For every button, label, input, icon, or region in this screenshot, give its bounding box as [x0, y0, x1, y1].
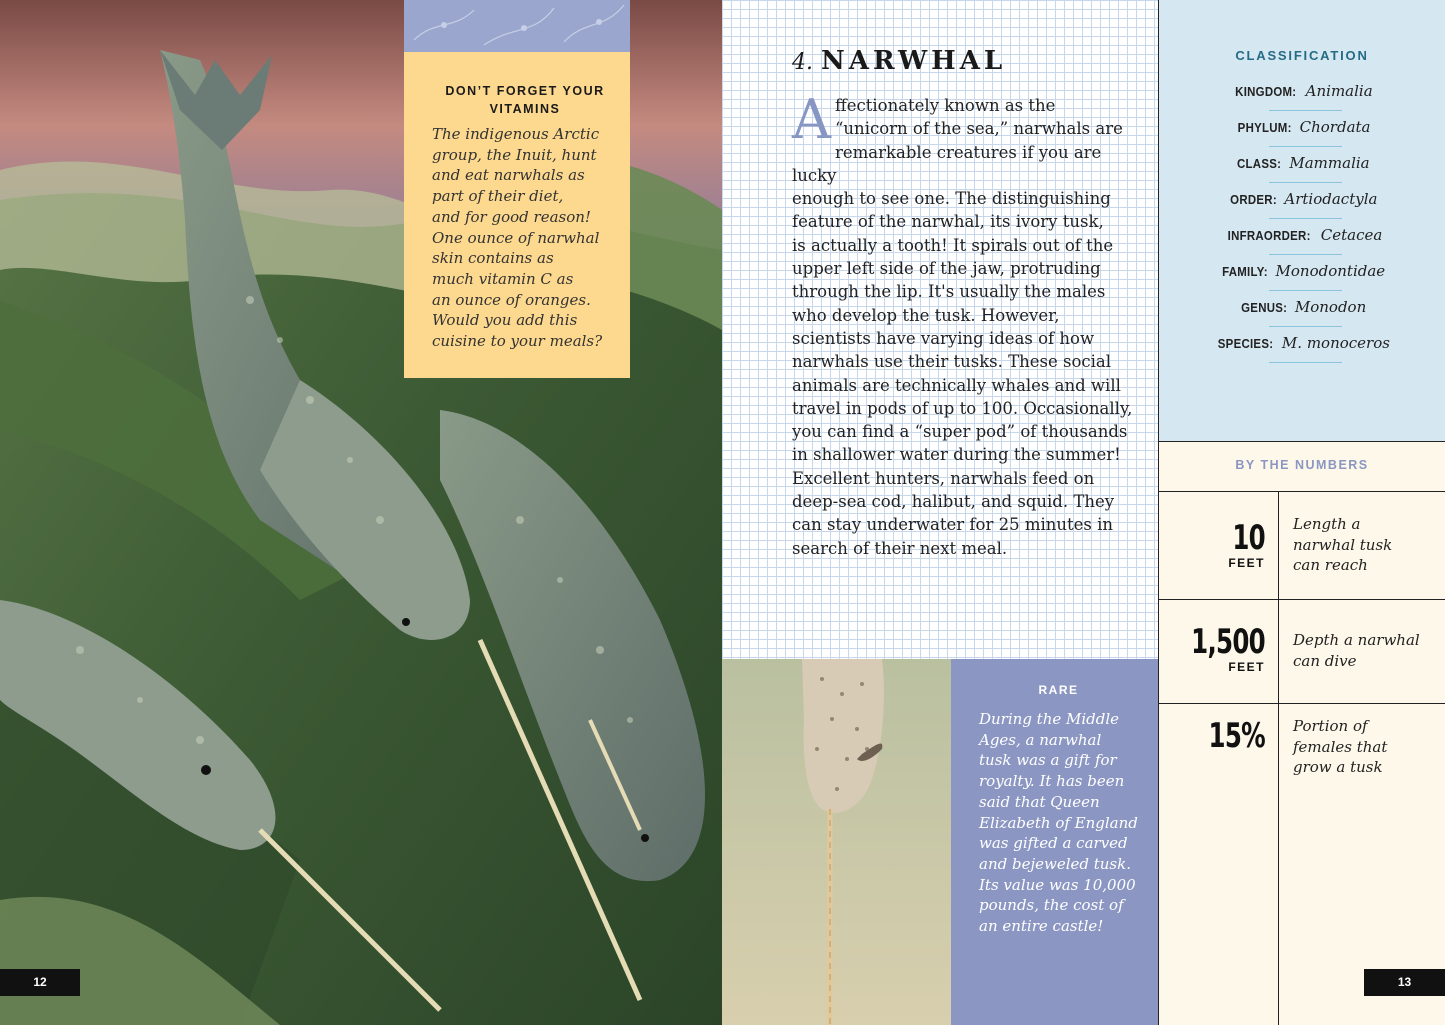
classification-class: CLASS: Mammalia: [1159, 150, 1445, 186]
classification-species: SPECIES: M. monoceros: [1159, 330, 1445, 366]
rare-title: RARE: [1038, 683, 1079, 697]
classification-phylum: PHYLUM: Chordata: [1159, 114, 1445, 150]
by-the-numbers-panel: [1158, 441, 1445, 1025]
classification-list: [1159, 78, 1445, 366]
article-title: [792, 46, 1006, 76]
article-number: 4.: [792, 50, 813, 75]
classification-order: ORDER: Artiodactyla: [1159, 186, 1445, 222]
classification-infraorder: INFRAORDER: Cetacea: [1159, 222, 1445, 258]
stat-value: 10: [1232, 518, 1265, 558]
stat-value: 15%: [1208, 716, 1265, 756]
drop-cap: A: [792, 88, 831, 151]
rare-body: During the Middle Ages, a narwhal tusk was a gift for royalty. It has been said that Queen Elizabeth of England was gifted a carved and bejeweled tusk. Its value was 10,000 pounds, the cost of an entire castle!: [979, 710, 1138, 936]
page-number-left: 12: [0, 969, 80, 996]
stat-value: 1,500: [1191, 622, 1265, 662]
page-number-right: 13: [1364, 969, 1445, 996]
stat-description: Length a narwhal tusk can reach: [1293, 515, 1393, 575]
stat-unit: FEET: [1228, 556, 1265, 570]
rare-sidebar: [951, 659, 1158, 1025]
vitamins-body: The indigenous Arctic group, the Inuit, hunt and eat narwhals as part of their diet, and for good reason! One ounce of narwhal skin contains as much vitamin C as an ounce of oranges. Would you add this cuisine to your meals?: [432, 125, 603, 351]
article-body-text: ffectionately known as the “unicorn of the sea,” narwhals are remarkable creatures if you are lucky enough to see one. The distinguishing feature of the narwhal, its ivory tusk, is actually a tooth! It spirals out of the upper left side of the jaw, protruding through the lip. It's usually the males who develop the tusk. However, scientists have varying ideas of how narwhals use their tusks. These social animals are technically whales and will travel in pods of up to 100. Occasionally, you can find a “super pod” of thousands in shallower water during the summer! Excellent hunters, narwhals feed on deep-sea cod, halibut, and squid. They can stay underwater for 25 minutes in search of their next meal.: [792, 96, 1133, 558]
narwhal-photo: [722, 659, 951, 1025]
article-body: [792, 88, 1148, 560]
vitamins-title: DON’T FORGET YOUR VITAMINS: [445, 84, 605, 116]
vitamins-sidebar: [404, 52, 630, 378]
classification-title: CLASSIFICATION: [1235, 48, 1369, 63]
stat-description: Portion of females that grow a tusk: [1293, 717, 1388, 777]
sidebar-decorative-pattern: [404, 0, 630, 52]
classification-family: FAMILY: Monodontidae: [1159, 258, 1445, 294]
article-title-text: NARWHAL: [821, 46, 1007, 76]
stat-row: [1159, 491, 1445, 600]
stat-row: [1159, 599, 1445, 704]
left-page: [0, 0, 722, 1025]
stat-unit: FEET: [1228, 660, 1265, 674]
classification-panel: [1158, 0, 1445, 441]
classification-kingdom: KINGDOM: Animalia: [1159, 78, 1445, 114]
classification-genus: GENUS: Monodon: [1159, 294, 1445, 330]
stat-description: Depth a narwhal can dive: [1293, 631, 1420, 670]
by-the-numbers-title: BY THE NUMBERS: [1235, 458, 1369, 472]
